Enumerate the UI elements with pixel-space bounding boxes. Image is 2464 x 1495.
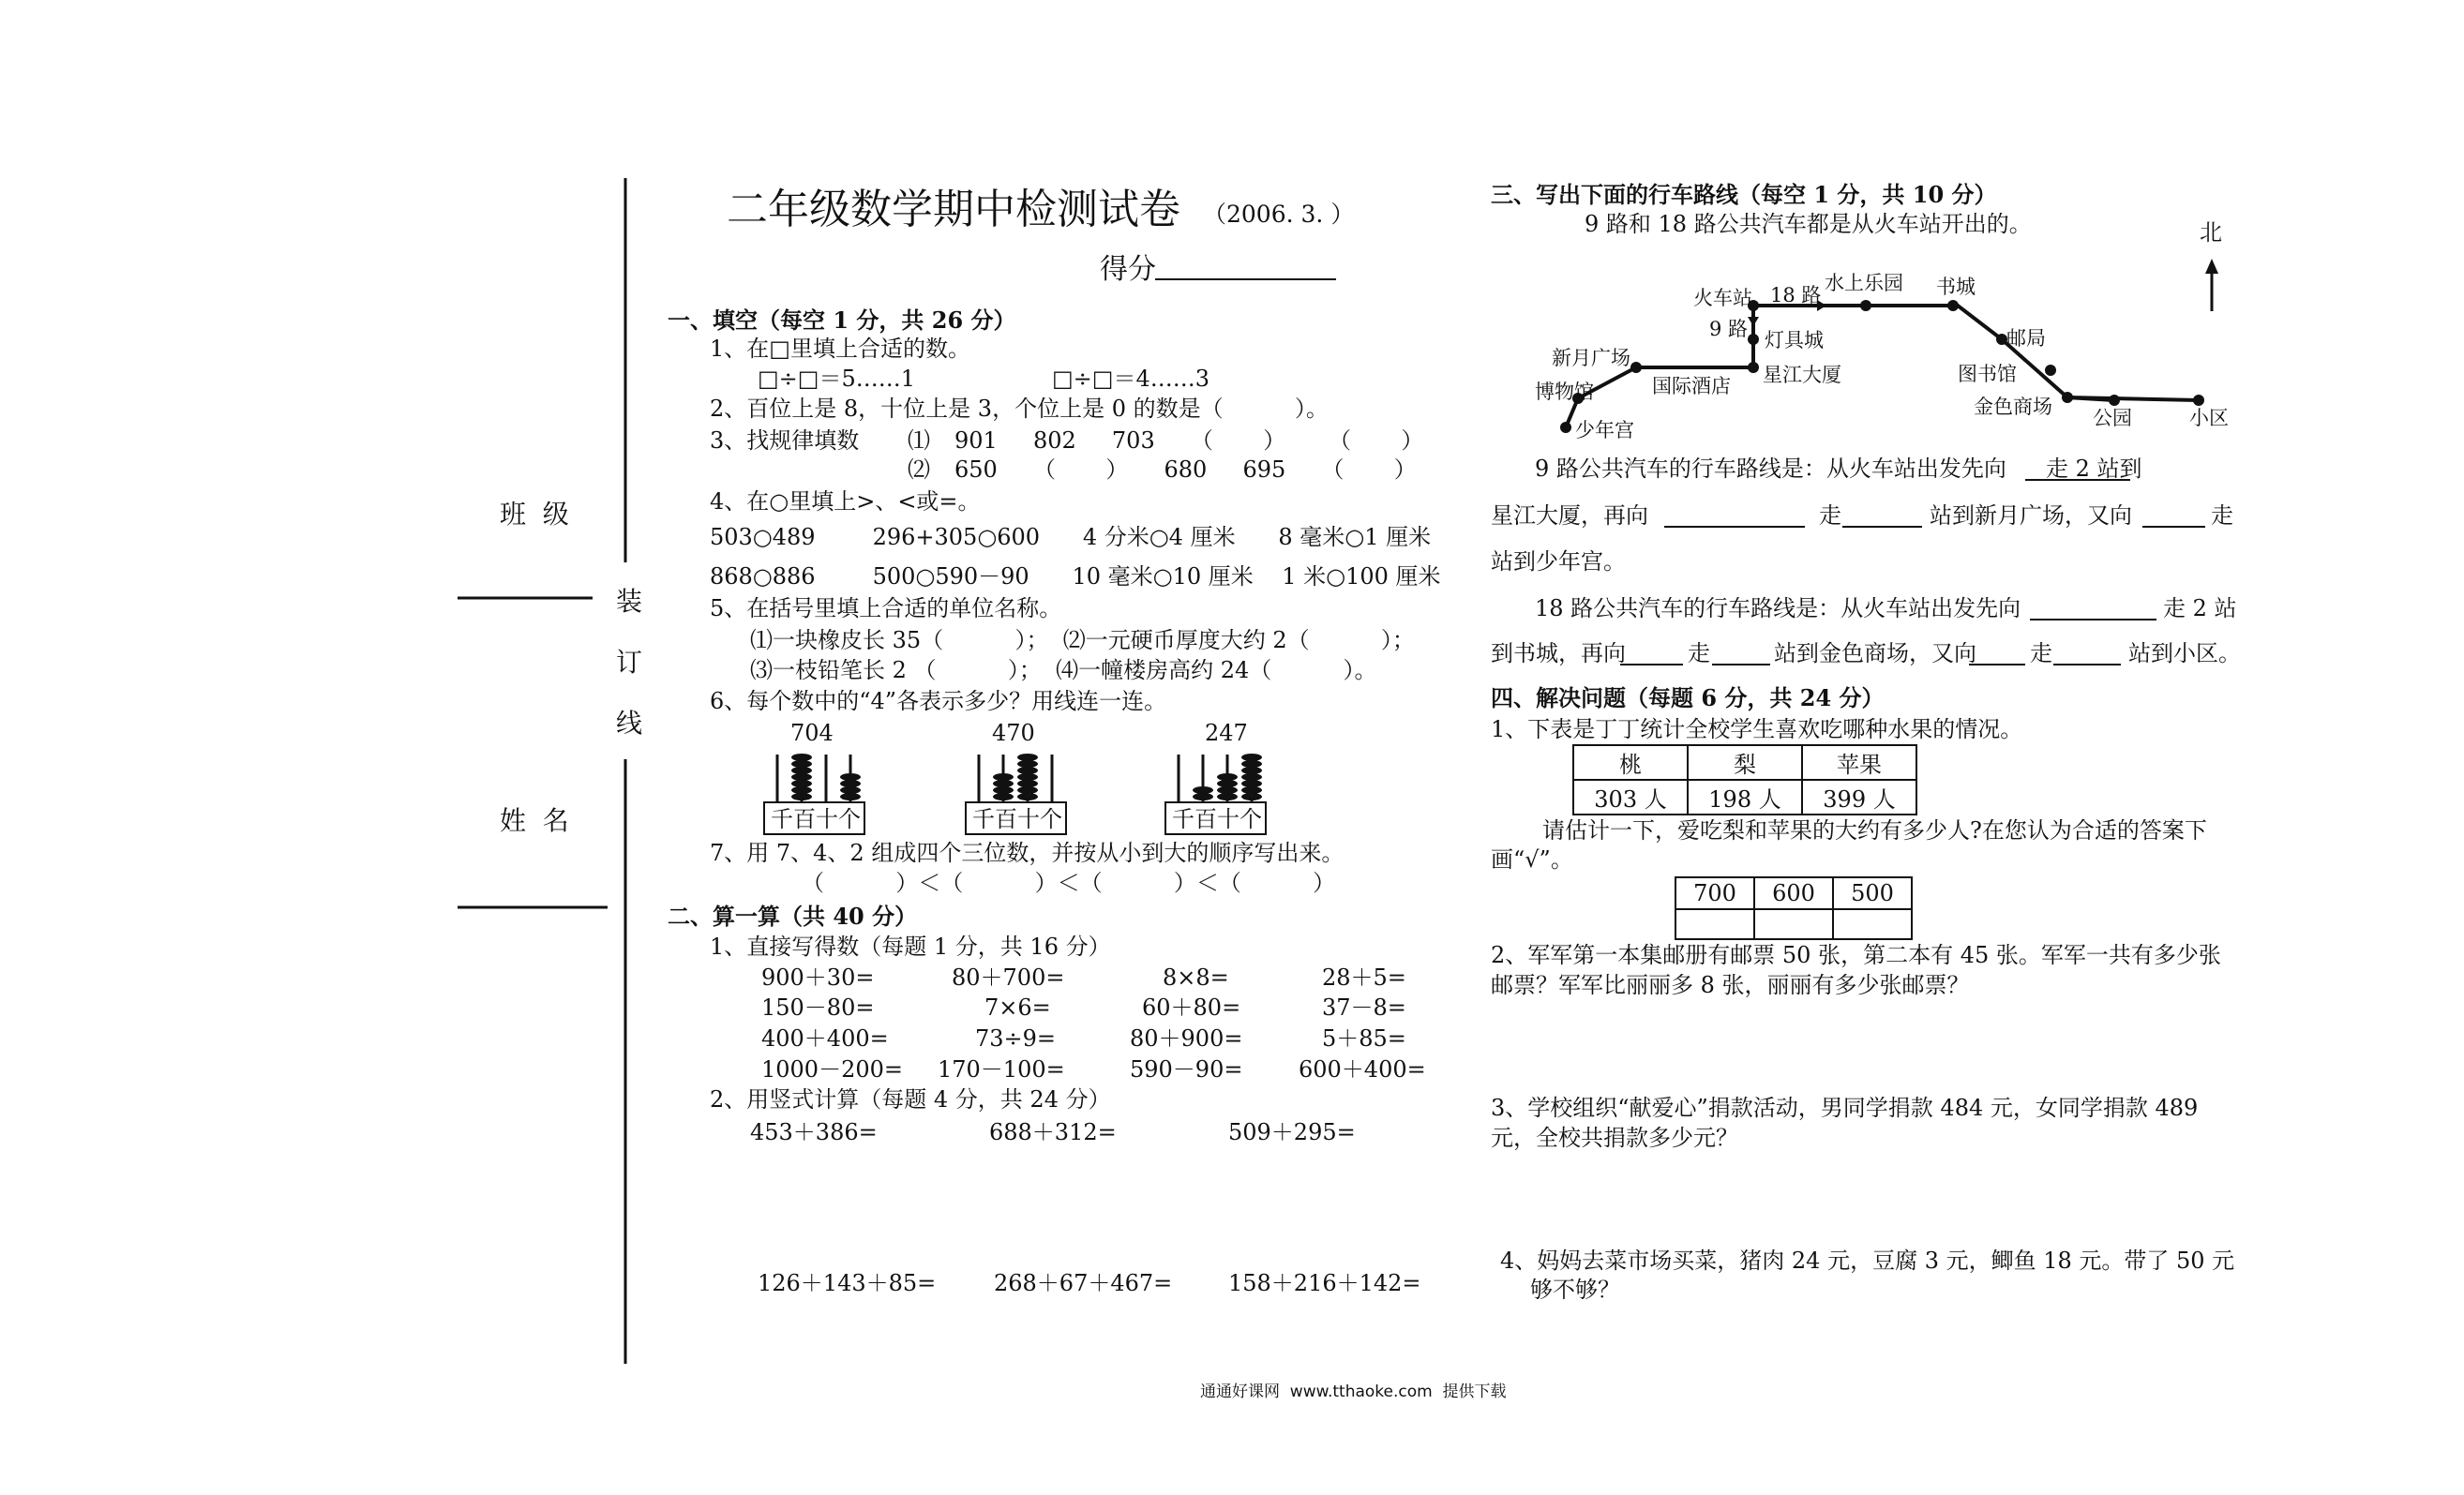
score-label: 得分 [1100,253,1156,286]
fruit-header-1: 桃 [1573,745,1688,780]
fruit-value-2: 198 人 [1688,780,1802,815]
oral-r2c1: 150－80= [761,994,875,1021]
route18-line2-e: 站到小区。 [2128,640,2241,666]
title-date: （2006. 3. ） [1203,201,1355,228]
route9-line2-d: 走 [2211,502,2233,529]
vert-r2c1: 126＋143＋85= [758,1270,937,1296]
oral-r3c1: 400＋400= [761,1025,889,1052]
route9-line2-c: 站到新月广场，又向 [1930,502,2132,529]
q4: 4、在○里填上>、<或=。 [710,488,981,515]
route9-line2-a: 星江大厦，再向 [1491,502,1648,529]
oral-r4c4: 600＋400= [1299,1056,1426,1083]
q5-row2: ⑶一枝铅笔长 2 （ ）； ⑷一幢楼房高约 24（ ）。 [750,657,1377,683]
oral-r1c4: 28＋5= [1322,964,1406,991]
binding-char-1: 装 [616,586,643,617]
p3-l1: 3、学校组织“献爱心”捐款活动，男同学捐款 484 元，女同学捐款 489 [1491,1095,2199,1121]
section-4-title: 四、解决问题（每题 6 分，共 24 分） [1491,684,1885,711]
oral-r3c3: 80＋900= [1130,1025,1243,1052]
q3-row1-no: ⑴ [908,427,930,454]
map-图书馆: 图书馆 [1958,363,2017,385]
oral-r2c4: 37－8= [1322,994,1406,1021]
vert-r1c1: 453＋386= [750,1119,878,1145]
route9-line3: 站到少年宫。 [1491,548,1626,575]
vert-r2c2: 268＋67＋467= [994,1270,1173,1296]
route9-line1: 9 路公共汽车的行车路线是：从火车站出发先向 [1535,456,2006,482]
oral-r3c4: 5＋85= [1322,1025,1406,1052]
p4-l2: 够不够？ [1530,1277,1620,1303]
fruit-table [1572,744,1917,815]
map-新月广场: 新月广场 [1552,347,1630,369]
route9-line2-b: 走 [1819,502,1841,529]
map-水上乐园: 水上乐园 [1825,272,1903,294]
map-公园: 公园 [2093,407,2132,429]
section-3-title: 三、写出下面的行车路线（每空 1 分，共 10 分） [1491,181,1997,208]
map-金色商场: 金色商场 [1974,396,2052,418]
abacus-3-number: 247 [1205,720,1248,746]
q3-row2: 650 （ ） 680 695 （ ） [954,456,1417,483]
map-小区: 小区 [2189,407,2229,429]
map-少年宫: 少年宫 [1575,419,1634,441]
oral-r2c2: 7×6= [984,994,1051,1021]
answer-option-2: 600 [1754,877,1833,909]
route18-line1-end: 走 2 站 [2163,595,2237,621]
map-灯具城: 灯具城 [1765,329,1824,351]
name-label: 姓 名 [500,805,569,836]
s2-q1: 1、直接写得数（每题 1 分，共 16 分） [710,934,1111,960]
map-书城: 书城 [1936,276,1976,298]
answer-check-1[interactable] [1675,909,1754,939]
q1-a: □÷□＝5……1 [758,366,915,392]
s3-intro: 9 路和 18 路公共汽车都是从火车站开出的。 [1585,211,2032,237]
oral-r2c3: 60＋80= [1142,994,1241,1021]
oral-r1c2: 80＋700= [952,964,1065,991]
map-18路: 18 路 [1770,284,1822,306]
q1: 1、在□里填上合适的数。 [710,336,970,362]
q4-row1: 503○489 296+305○600 4 分米○4 厘米 8 毫米○1 厘米 [710,524,1432,550]
route18-line1: 18 路公共汽车的行车路线是：从火车站出发先向 [1535,595,2021,621]
q7-blanks: （ ）＜（ ）＜（ ）＜（ ） [802,870,1336,896]
answer-check-3[interactable] [1833,909,1912,939]
route9-line1-end: 走 2 站到 [2046,456,2142,482]
section-2-title: 二、算一算（共 40 分） [668,903,918,930]
q6: 6、每个数中的“4”各表示多少？用线连一连。 [710,688,1167,714]
binding-char-2: 订 [616,647,643,678]
map-星江大厦: 星江大厦 [1763,364,1841,386]
abacus-1-label: 千百十个 [771,806,861,832]
vert-r1c3: 509＋295= [1228,1119,1356,1145]
route18-line2-c: 站到金色商场，又向 [1774,640,1976,666]
vert-r2c3: 158＋216＋142= [1228,1270,1421,1296]
footer-credit: 通通好课网 www.tthaoke.com 提供下载 [1200,1383,1507,1401]
fruit-header-3: 苹果 [1802,745,1916,780]
oral-r4c3: 590－90= [1130,1056,1243,1083]
section-1-title: 一、填空（每空 1 分，共 26 分） [668,306,1016,334]
oral-r3c2: 73÷9= [975,1025,1057,1052]
map-邮局: 邮局 [2006,327,2046,350]
p2-l1: 2、军军第一本集邮册有邮票 50 张，第二本有 45 张。军军一共有多少张 [1491,942,2221,968]
abacus-3-label: 千百十个 [1172,806,1262,832]
route18-line2-d: 走 [2030,640,2052,666]
oral-r1c3: 8×8= [1163,964,1229,991]
p1: 1、下表是丁丁统计全校学生喜欢吃哪种水果的情况。 [1491,716,2023,742]
binding-char-3: 线 [616,708,643,739]
fruit-value-1: 303 人 [1573,780,1688,815]
q5: 5、在括号里填上合适的单位名称。 [710,595,1062,621]
fruit-header-2: 梨 [1688,745,1802,780]
north-label: 北 [2200,219,2222,246]
q3-row1: 901 802 703 （ ） （ ） [954,427,1424,454]
q3: 3、找规律填数 [710,427,860,454]
q3-row2-no: ⑵ [908,456,930,483]
q1-b: □÷□＝4……3 [1052,366,1209,392]
p1-question-l1: 请估计一下，爱吃梨和苹果的大约有多少人?在您认为合适的答案下 [1542,817,2207,844]
map-火车站: 火车站 [1693,287,1752,309]
page-title: 二年级数学期中检测试卷 [727,186,1180,233]
abacus-2-number: 470 [992,720,1035,746]
abacus-1-number: 704 [790,720,834,746]
q7: 7、用 7、4、2 组成四个三位数，并按从小到大的顺序写出来。 [710,840,1345,866]
map-国际酒店: 国际酒店 [1652,375,1731,397]
abacus-2-label: 千百十个 [972,806,1062,832]
s2-q2: 2、用竖式计算（每题 4 分，共 24 分） [710,1086,1111,1113]
q2: 2、百位上是 8，十位上是 3，个位上是 0 的数是（ ）。 [710,396,1329,422]
fruit-value-3: 399 人 [1802,780,1916,815]
p1-question-l2: 画“√”。 [1491,846,1573,873]
q4-row2: 868○886 500○590－90 10 毫米○10 厘米 1 米○100 厘米 [710,563,1441,590]
answer-check-2[interactable] [1754,909,1833,939]
answer-option-1: 700 [1675,877,1754,909]
oral-r1c1: 900＋30= [761,964,875,991]
oral-r4c2: 170－100= [938,1056,1065,1083]
p4-l1: 4、妈妈去菜市场买菜，猪肉 24 元，豆腐 3 元，鲫鱼 18 元。带了 50 元 [1500,1248,2235,1274]
p3-l2: 元，全校共捐款多少元？ [1491,1125,1738,1151]
q5-row1: ⑴一块橡皮长 35（ ）； ⑵一元硬币厚度大约 2（ ）； [750,627,1415,653]
p2-l2: 邮票？军军比丽丽多 8 张，丽丽有多少张邮票？ [1491,972,1970,998]
answer-table [1675,876,1913,940]
oral-r4c1: 1000－200= [761,1056,903,1083]
map-博物馆: 博物馆 [1535,381,1594,403]
map-9路: 9 路 [1709,318,1749,340]
route18-line2-b: 走 [1688,640,1710,666]
vert-r1c2: 688＋312= [989,1119,1117,1145]
class-label: 班 级 [500,499,569,530]
route18-line2-a: 到书城，再向 [1491,640,1626,666]
answer-option-3: 500 [1833,877,1912,909]
